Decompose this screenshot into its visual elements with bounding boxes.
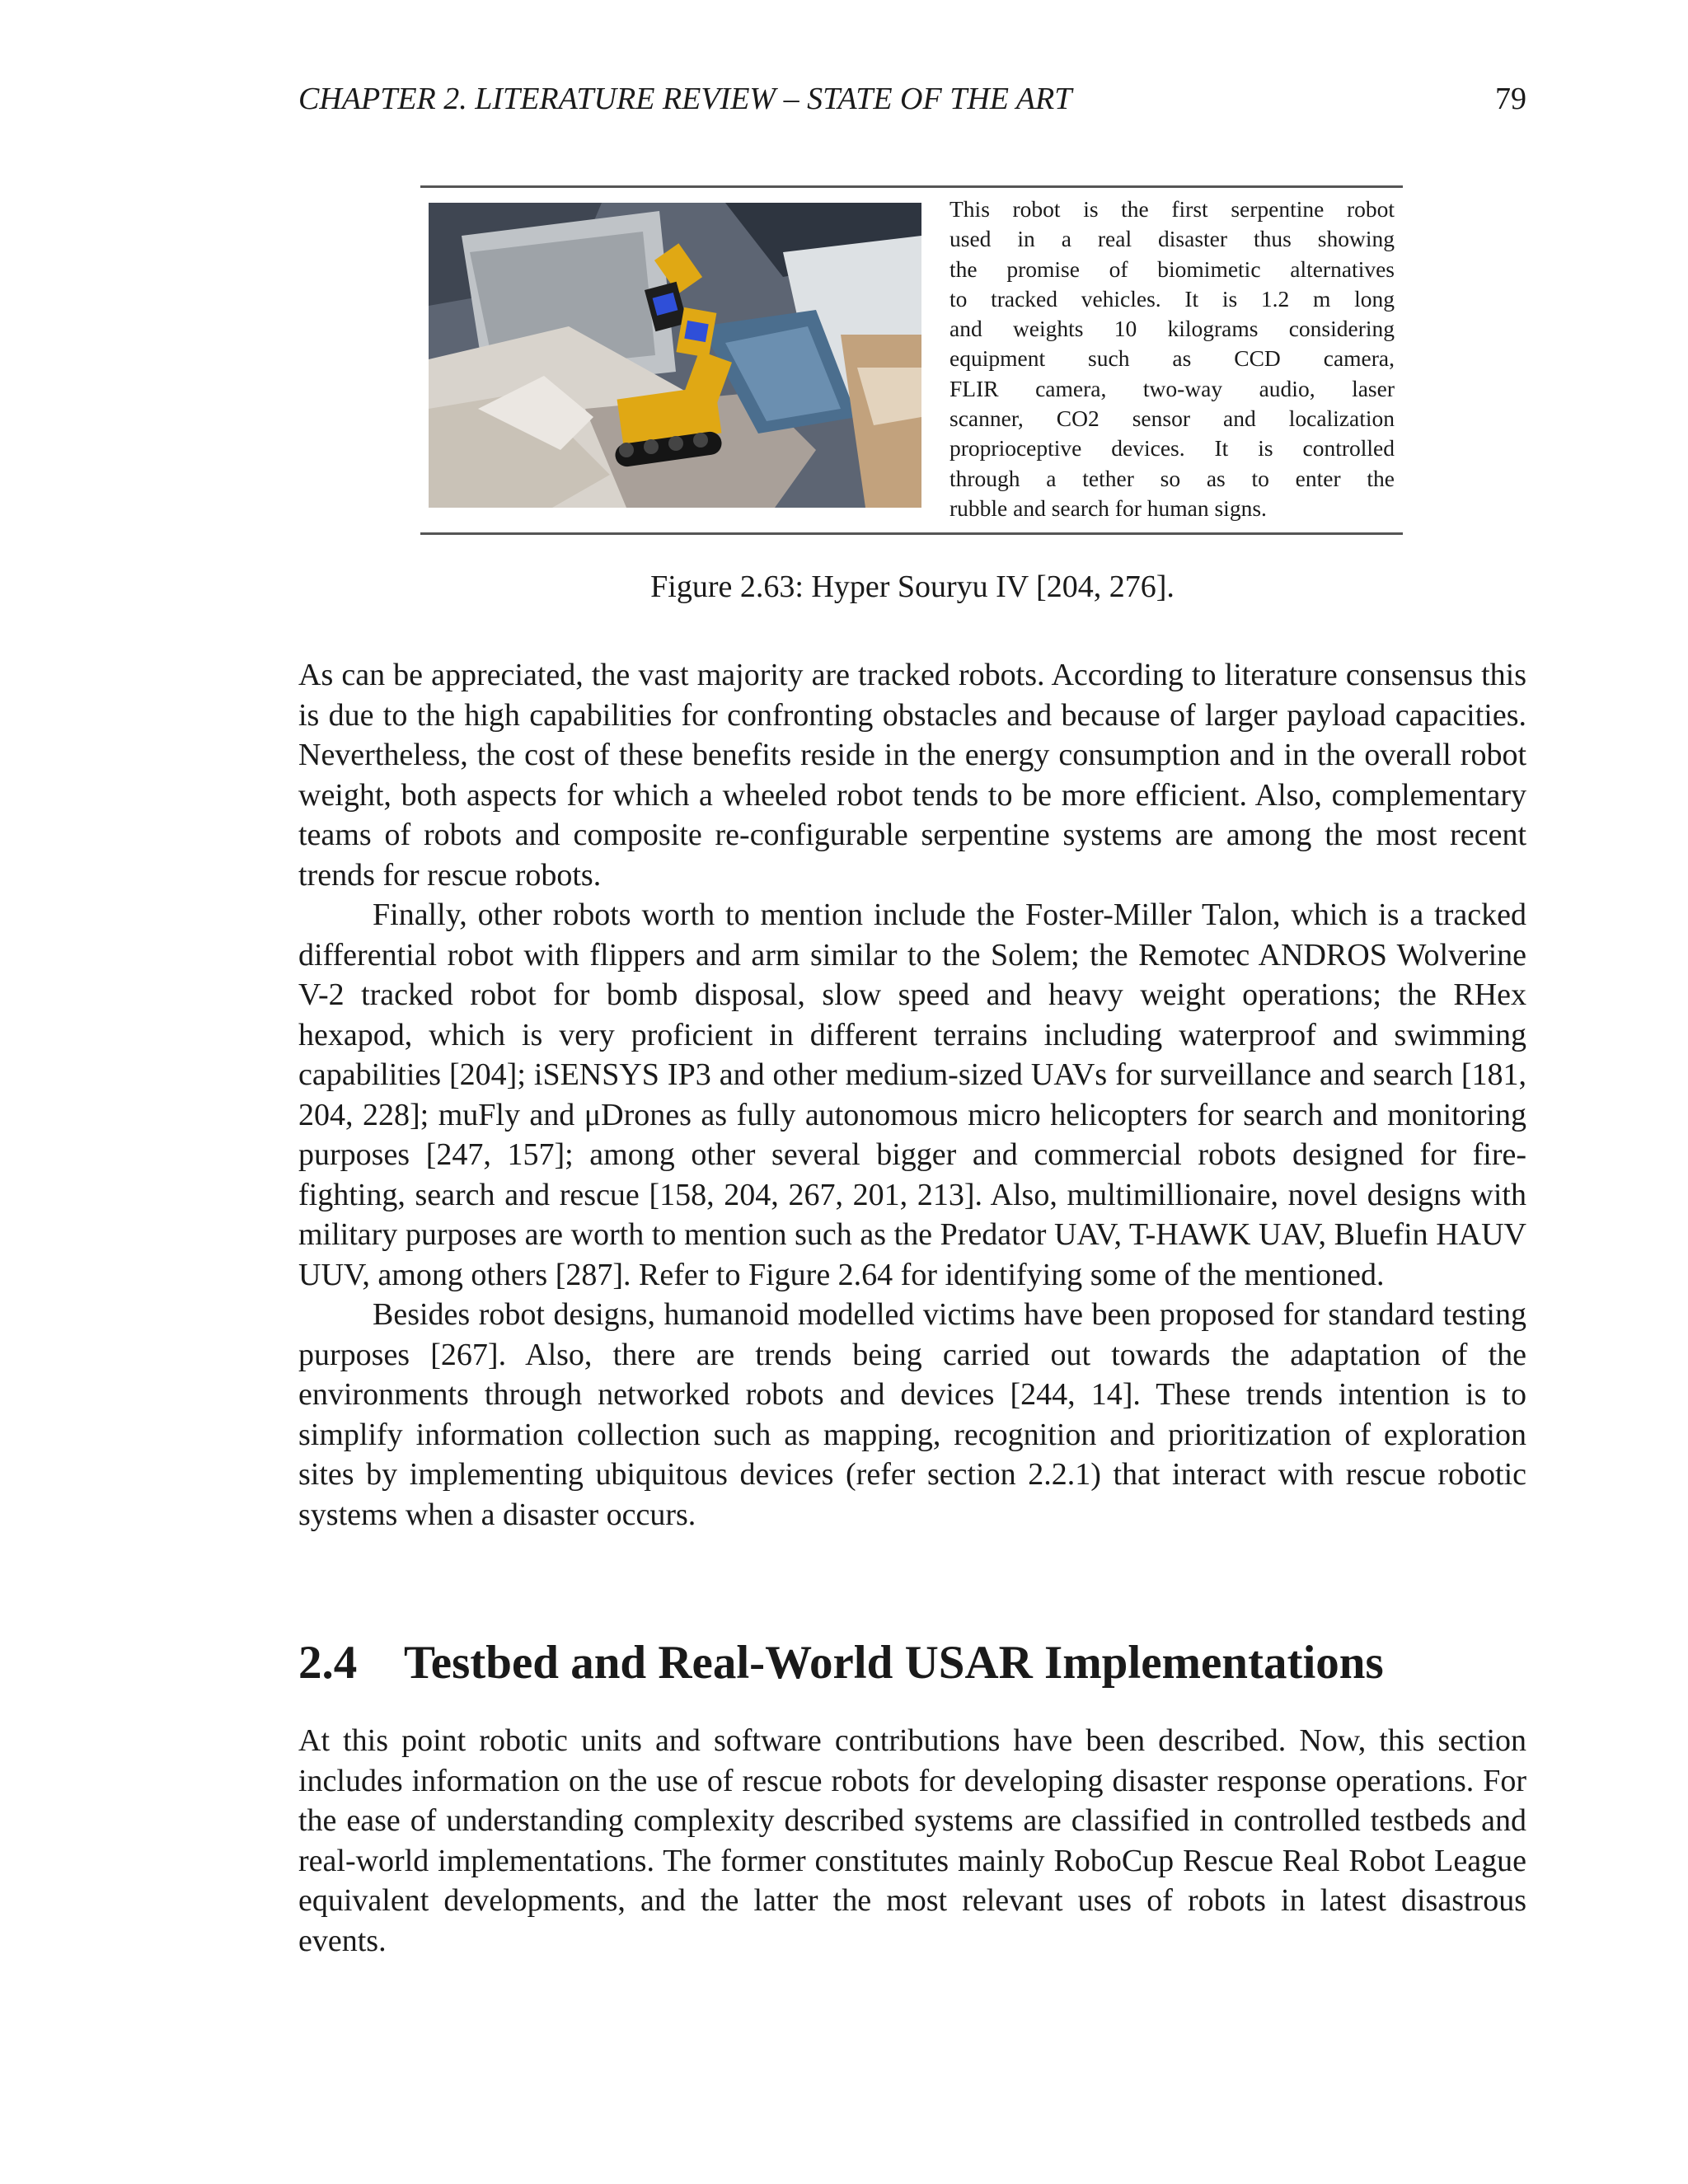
description-line: FLIR camera, two-way audio, laser [950, 375, 1395, 401]
paragraph: As can be appreciated, the vast majority are tracked robots. According to literature consensus this is due to the high capabilities for confronting obstacles and because of larger payload capacities. Nevertheless, the cost of these benefits reside in the energy consumption and in the overall robot weight, both aspects for which a wheeled robot tends to be more efficient. Also, complementary teams of robots and composite re-configurable serpentine systems are among the most recent trends for rescue robots. [298, 658, 1526, 893]
page-number: 79 [1495, 82, 1526, 116]
paragraph: Besides robot designs, humanoid modelled victims have been proposed for standard testing purposes [267]. Also, there are trends being carried out towards the adaptation of the environments through networked robots and devices [244, 14]. These trends intention is to simplify information collection such as mapping, recognition and prioritization of exploration sites by implementing ubiquitous devices (refer section 2.2.1) that interact with rescue robotic systems when a disaster occurs. [298, 1297, 1526, 1532]
description-line: used in a real disaster thus showing [950, 226, 1395, 252]
section-body [298, 1721, 1526, 1961]
paragraph: Finally, other robots worth to mention include the Foster-Miller Talon, which is a tracked differential robot with flippers and arm similar to the Solem; the Remotec ANDROS Wolverine V-2 tracked robot for bomb disposal, slow speed and heavy weight operations; the RHex hexapod, which is very proficient in different terrains including waterproof and swimming capabilities [204]; iSENSYS IP3 and other medium-sized UAVs for surveillance and search [181, 204, 228]; muFly and μDrones as fully autonomous micro helicopters for search and monitoring purposes [247, 157]; among other several bigger and commercial robots designed for fire-fighting, search and rescue [158, 204, 267, 201, 213]. Also, multimillionaire, novel designs with military purposes are worth to mention such as the Predator UAV, T-HAWK UAV, Bluefin HAUV UUV, among others [287]. Refer to Figure 2.64 for identifying some of the mentioned. [298, 898, 1526, 1292]
description-line: This robot is the first serpentine robot [950, 196, 1395, 222]
figure-caption: Figure 2.63: Hyper Souryu IV [204, 276]. [650, 569, 1175, 604]
figure-description [950, 194, 1395, 523]
running-header [298, 81, 1526, 117]
description-line: equipment such as CCD camera, [950, 345, 1395, 372]
description-line: proprioceptive devices. It is controlled [950, 435, 1395, 462]
description-line: through a tether so as to enter the [950, 465, 1395, 491]
description-line: to tracked vehicles. It is 1.2 m long [950, 285, 1395, 312]
description-line: the promise of biomimetic alternatives [950, 255, 1395, 282]
description-line: scanner, CO2 sensor and localization [950, 405, 1395, 432]
description-line: rubble and search for human signs. [950, 494, 1267, 521]
section-heading [298, 1636, 1384, 1690]
chapter-title: CHAPTER 2. LITERATURE REVIEW – STATE OF THE ART [298, 82, 1072, 116]
section-number: 2.4 [298, 1637, 358, 1689]
paragraph: At this point robotic units and software contributions have been described. Now, this section includes information on the use of rescue robots for developing disaster response operations. For the ease of understanding complexity described systems are classified in controlled testbeds and real-world implementations. The former constitutes mainly RoboCup Rescue Real Robot League equivalent developments, and the latter the most relevant uses of robots in latest disastrous events. [298, 1723, 1526, 1958]
description-line: and weights 10 kilograms considering [950, 316, 1395, 342]
robot-in-rubble-illustration [429, 203, 921, 508]
section-title: Testbed and Real-World USAR Implementations [404, 1637, 1384, 1689]
body-text [298, 655, 1526, 1535]
figure-2-63 [420, 185, 1403, 535]
hyper-souryu-photo [429, 203, 921, 508]
